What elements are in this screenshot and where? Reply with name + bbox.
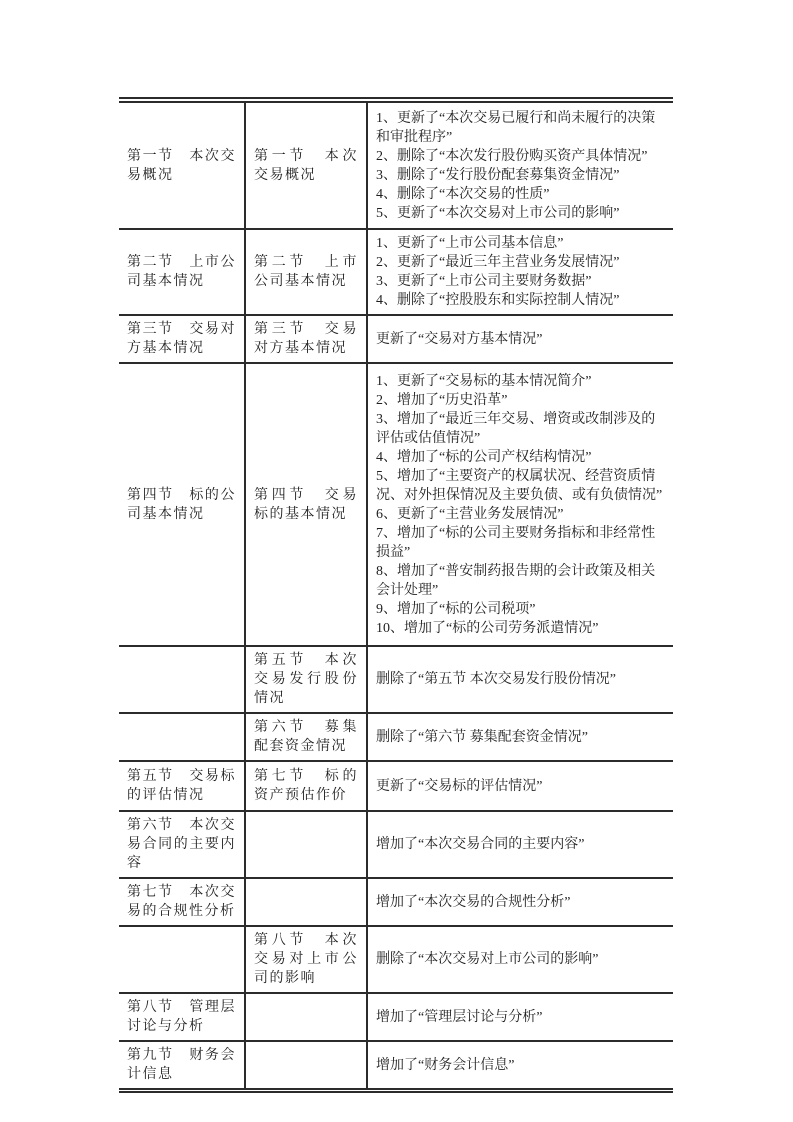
new-section-cell: 第五节 本次交易发行股份情况 <box>245 646 367 713</box>
section-comparison-table <box>119 97 673 1093</box>
change-item: 2、增加了“历史沿革” <box>376 392 508 408</box>
old-section-cell: 第二节 上市公司基本情况 <box>119 229 245 315</box>
change-item: 删除了“第六节 募集配套资金情况” <box>376 729 588 745</box>
change-item: 4、增加了“标的公司产权结构情况” <box>376 449 592 465</box>
change-item: 增加了“本次交易的合规性分析” <box>376 894 571 910</box>
old-section-cell: 第三节 交易对方基本情况 <box>119 315 245 363</box>
change-item: 3、增加了“最近三年交易、增资或改制涉及的评估或估值情况” <box>376 411 656 446</box>
table-row <box>119 363 673 646</box>
old-section-cell: 第五节 交易标的评估情况 <box>119 761 245 811</box>
old-section-cell <box>119 713 245 761</box>
change-item: 1、更新了“上市公司基本信息” <box>376 236 564 251</box>
change-item: 增加了“本次交易合同的主要内容” <box>376 837 585 852</box>
change-item: 3、更新了“上市公司主要财务数据” <box>376 274 592 289</box>
change-item: 更新了“交易标的评估情况” <box>376 778 543 794</box>
new-section-cell <box>245 811 367 878</box>
change-item: 5、增加了“主要资产的权属状况、经营资质情况、对外担保情况及主要负债、或有负债情况” <box>376 468 663 503</box>
changes-cell <box>367 761 673 811</box>
change-item: 6、更新了“主营业务发展情况” <box>376 506 564 522</box>
change-item: 1、更新了“本次交易已履行和尚未履行的决策和审批程序” <box>376 110 656 145</box>
table-row <box>119 811 673 878</box>
table-row <box>119 1041 673 1089</box>
changes-cell <box>367 878 673 926</box>
new-section-cell: 第二节 上市公司基本情况 <box>245 229 367 315</box>
change-item: 2、更新了“最近三年主营业务发展情况” <box>376 255 620 270</box>
change-item: 4、删除了“控股股东和实际控制人情况” <box>376 293 620 308</box>
table-row <box>119 761 673 811</box>
changes-cell <box>367 811 673 878</box>
new-section-cell <box>245 1041 367 1089</box>
comparison-table-body <box>119 102 673 1089</box>
changes-cell <box>367 229 673 315</box>
change-item: 增加了“管理层讨论与分析” <box>376 1009 543 1025</box>
new-section-cell: 第七节 标的资产预估作价 <box>245 761 367 811</box>
table-row <box>119 713 673 761</box>
change-item: 4、删除了“本次交易的性质” <box>376 186 550 202</box>
changes-cell <box>367 713 673 761</box>
new-section-cell <box>245 878 367 926</box>
change-item: 5、更新了“本次交易对上市公司的影响” <box>376 205 620 221</box>
old-section-cell: 第七节 本次交易的合规性分析 <box>119 878 245 926</box>
comparison-table <box>119 101 673 1090</box>
old-section-cell <box>119 926 245 993</box>
change-item: 2、删除了“本次发行股份购买资产具体情况” <box>376 148 648 164</box>
changes-cell <box>367 102 673 229</box>
change-item: 7、增加了“标的公司主要财务指标和非经常性损益” <box>376 525 656 560</box>
change-item: 删除了“第五节 本次交易发行股份情况” <box>376 672 616 687</box>
changes-cell <box>367 993 673 1041</box>
table-row <box>119 229 673 315</box>
old-section-cell: 第一节 本次交易概况 <box>119 102 245 229</box>
change-item: 8、增加了“普安制药报告期的会计政策及相关会计处理” <box>376 563 656 598</box>
changes-cell <box>367 646 673 713</box>
new-section-cell: 第八节 本次交易对上市公司的影响 <box>245 926 367 993</box>
table-row <box>119 315 673 363</box>
new-section-cell: 第三节 交易对方基本情况 <box>245 315 367 363</box>
table-row <box>119 878 673 926</box>
change-item: 更新了“交易对方基本情况” <box>376 331 543 347</box>
table-row <box>119 993 673 1041</box>
change-item: 3、删除了“发行股份配套募集资金情况” <box>376 167 620 183</box>
table-row <box>119 646 673 713</box>
changes-cell <box>367 315 673 363</box>
change-item: 10、增加了“标的公司劳务派遣情况” <box>376 620 599 636</box>
change-item: 1、更新了“交易标的基本情况简介” <box>376 373 592 389</box>
old-section-cell: 第四节 标的公司基本情况 <box>119 363 245 646</box>
old-section-cell <box>119 646 245 713</box>
old-section-cell: 第九节 财务会计信息 <box>119 1041 245 1089</box>
new-section-cell: 第一节 本次交易概况 <box>245 102 367 229</box>
change-item: 增加了“财务会计信息” <box>376 1057 515 1073</box>
changes-cell <box>367 363 673 646</box>
change-item: 删除了“本次交易对上市公司的影响” <box>376 952 599 967</box>
new-section-cell: 第四节 交易标的基本情况 <box>245 363 367 646</box>
table-row <box>119 926 673 993</box>
change-item: 9、增加了“标的公司税项” <box>376 601 536 617</box>
new-section-cell: 第六节 募集配套资金情况 <box>245 713 367 761</box>
changes-cell <box>367 926 673 993</box>
changes-cell <box>367 1041 673 1089</box>
new-section-cell <box>245 993 367 1041</box>
table-row <box>119 102 673 229</box>
old-section-cell: 第六节 本次交易合同的主要内容 <box>119 811 245 878</box>
old-section-cell: 第八节 管理层讨论与分析 <box>119 993 245 1041</box>
